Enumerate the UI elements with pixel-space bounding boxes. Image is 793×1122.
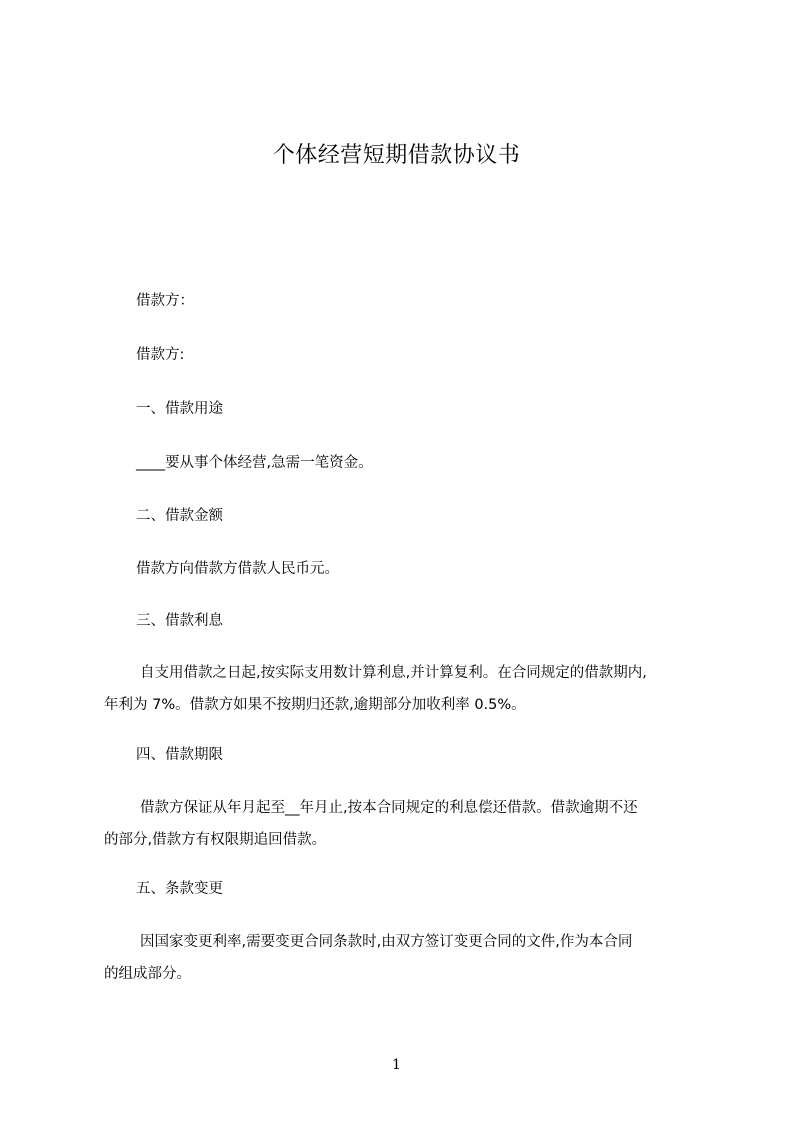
- paragraph-line: 的组成部分。: [104, 966, 191, 982]
- section-heading-changes: 五、条款变更: [136, 881, 223, 897]
- section-text-amount: 借款方向借款方借款人民币元。: [136, 561, 339, 577]
- section-paragraph-interest: [104, 657, 704, 721]
- section-heading-amount: 二、借款金额: [136, 508, 223, 524]
- section-heading-purpose: 一、借款用途: [136, 401, 223, 417]
- borrower-label: 借款方:: [136, 347, 185, 363]
- section-text-purpose: ____要从事个体经营,急需一笔资金。: [136, 455, 373, 471]
- section-paragraph-changes: [104, 926, 704, 990]
- paragraph-line: 因国家变更利率,需要变更合同条款时,由双方签订变更合同的文件,作为本合同: [140, 934, 633, 950]
- paragraph-line: 自支用借款之日起,按实际支用数计算利息,并计算复利。在合同规定的借款期内,: [140, 665, 647, 681]
- section-paragraph-term: [104, 792, 704, 856]
- section-heading-term: 四、借款期限: [136, 747, 223, 763]
- lender-label: 借款方：: [136, 293, 194, 309]
- paragraph-line: 借款方保证从年月起至__年月止,按本合同规定的利息偿还借款。借款逾期不还: [140, 800, 638, 816]
- page-number: 1: [392, 1057, 401, 1073]
- document-title: 个体经营短期借款协议书: [272, 143, 521, 168]
- paragraph-line: 年利为 7%。借款方如果不按期归还款,逾期部分加收利率 0.5%。: [104, 697, 526, 713]
- paragraph-line: 的部分,借款方有权限期追回借款。: [104, 832, 327, 848]
- section-heading-interest: 三、借款利息: [136, 613, 223, 629]
